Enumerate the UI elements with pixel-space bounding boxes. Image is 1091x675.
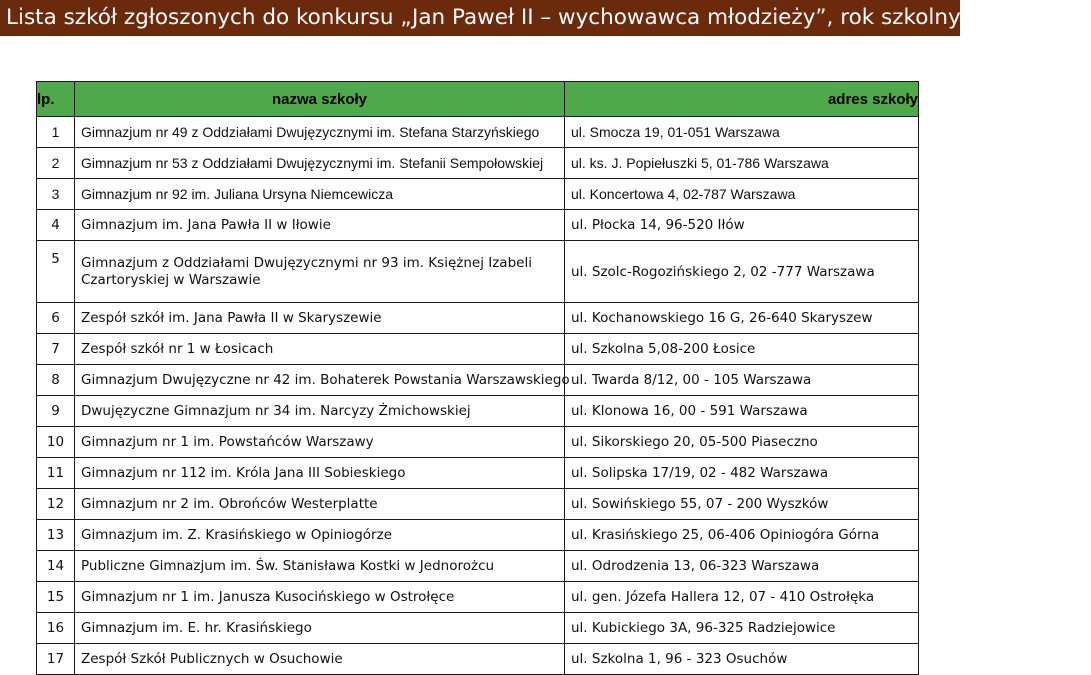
row-number: 12 [37,489,75,520]
school-name: Gimnazjum im. E. hr. Krasińskiego [75,613,565,644]
row-number: 14 [37,551,75,582]
table-row [37,365,919,396]
school-address: ul. Twarda 8/12, 00 - 105 Warszawa [565,365,919,396]
school-name: Gimnazjum nr 2 im. Obrońców Westerplatte [75,489,565,520]
school-address: ul. Solipska 17/19, 02 - 482 Warszawa [565,458,919,489]
table-row [37,427,919,458]
table-row [37,179,919,210]
school-address: ul. Sowińskiego 55, 07 - 200 Wyszków [565,489,919,520]
school-name: Gimnazjum z Oddziałami Dwujęzycznymi nr 93 im. Księżnej Izabeli Czartoryskiej w Warszawie [75,241,565,303]
row-number: 13 [37,520,75,551]
school-address: ul. Kochanowskiego 16 G, 26-640 Skaryszew [565,303,919,334]
row-number: 10 [37,427,75,458]
row-number: 1 [37,117,75,148]
row-number: 17 [37,644,75,675]
row-number: 7 [37,334,75,365]
row-number: 5 [37,241,75,303]
row-number: 2 [37,148,75,179]
row-number: 11 [37,458,75,489]
table-row [37,241,919,303]
school-address: ul. Szolc-Rogozińskiego 2, 02 -777 Warszawa [565,241,919,303]
row-number: 8 [37,365,75,396]
school-address: ul. Płocka 14, 96-520 Iłów [565,210,919,241]
school-name: Gimnazjum im. Z. Krasińskiego w Opiniogórze [75,520,565,551]
school-address: ul. gen. Józefa Hallera 12, 07 - 410 Ostrołęka [565,582,919,613]
column-header-name: nazwa szkoły [75,82,565,117]
title-bar [0,0,1091,36]
school-name: Zespół szkół nr 1 w Łosicach [75,334,565,365]
school-name: Gimnazjum Dwujęzyczne nr 42 im. Bohaterek Powstania Warszawskiego [75,365,565,396]
table-row [37,551,919,582]
row-number: 4 [37,210,75,241]
row-number: 6 [37,303,75,334]
school-name: Gimnazjum nr 49 z Oddziałami Dwujęzycznymi im. Stefana Starzyńskiego [75,117,565,148]
school-name: Gimnazjum nr 112 im. Króla Jana III Sobieskiego [75,458,565,489]
school-address: ul. Krasińskiego 25, 06-406 Opiniogóra Górna [565,520,919,551]
table-row [37,117,919,148]
school-address: ul. Klonowa 16, 00 - 591 Warszawa [565,396,919,427]
table-row [37,148,919,179]
table-row [37,613,919,644]
school-address: ul. Koncertowa 4, 02-787 Warszawa [565,179,919,210]
school-address: ul. Szkolna 1, 96 - 323 Osuchów [565,644,919,675]
row-number: 9 [37,396,75,427]
school-address: ul. Sikorskiego 20, 05-500 Piaseczno [565,427,919,458]
school-address: ul. ks. J. Popiełuszki 5, 01-786 Warszawa [565,148,919,179]
school-name: Gimnazjum nr 1 im. Janusza Kusocińskiego w Ostrołęce [75,582,565,613]
school-name: Publiczne Gimnazjum im. Św. Stanisława Kostki w Jednorożcu [75,551,565,582]
table-row [37,489,919,520]
table-row [37,520,919,551]
table-row [37,644,919,675]
schools-table [36,81,919,675]
school-address: ul. Kubickiego 3A, 96-325 Radziejowice [565,613,919,644]
school-name: Zespół Szkół Publicznych w Osuchowie [75,644,565,675]
school-name: Dwujęzyczne Gimnazjum nr 34 im. Narcyzy Żmichowskiej [75,396,565,427]
school-name: Gimnazjum nr 53 z Oddziałami Dwujęzycznymi im. Stefanii Sempołowskiej [75,148,565,179]
table-row [37,458,919,489]
school-name: Gimnazjum im. Jana Pawła II w Iłowie [75,210,565,241]
row-number: 16 [37,613,75,644]
column-header-lp: lp. [37,82,75,117]
school-address: ul. Smocza 19, 01-051 Warszawa [565,117,919,148]
row-number: 15 [37,582,75,613]
school-name: Gimnazjum nr 1 im. Powstańców Warszawy [75,427,565,458]
school-name: Gimnazjum nr 92 im. Juliana Ursyna Niemcewicza [75,179,565,210]
table-row [37,396,919,427]
school-name: Zespół szkół im. Jana Pawła II w Skaryszewie [75,303,565,334]
page-title: Lista szkół zgłoszonych do konkursu „Jan Paweł II – wychowawca młodzieży”, rok szkolny 2015 /2016 [6,5,1091,30]
school-address: ul. Szkolna 5,08-200 Łosice [565,334,919,365]
school-address: ul. Odrodzenia 13, 06-323 Warszawa [565,551,919,582]
table-row [37,582,919,613]
table-row [37,210,919,241]
row-number: 3 [37,179,75,210]
table-row [37,303,919,334]
table-row [37,334,919,365]
table-header-row [37,82,919,117]
column-header-address: adres szkoły [565,82,919,117]
